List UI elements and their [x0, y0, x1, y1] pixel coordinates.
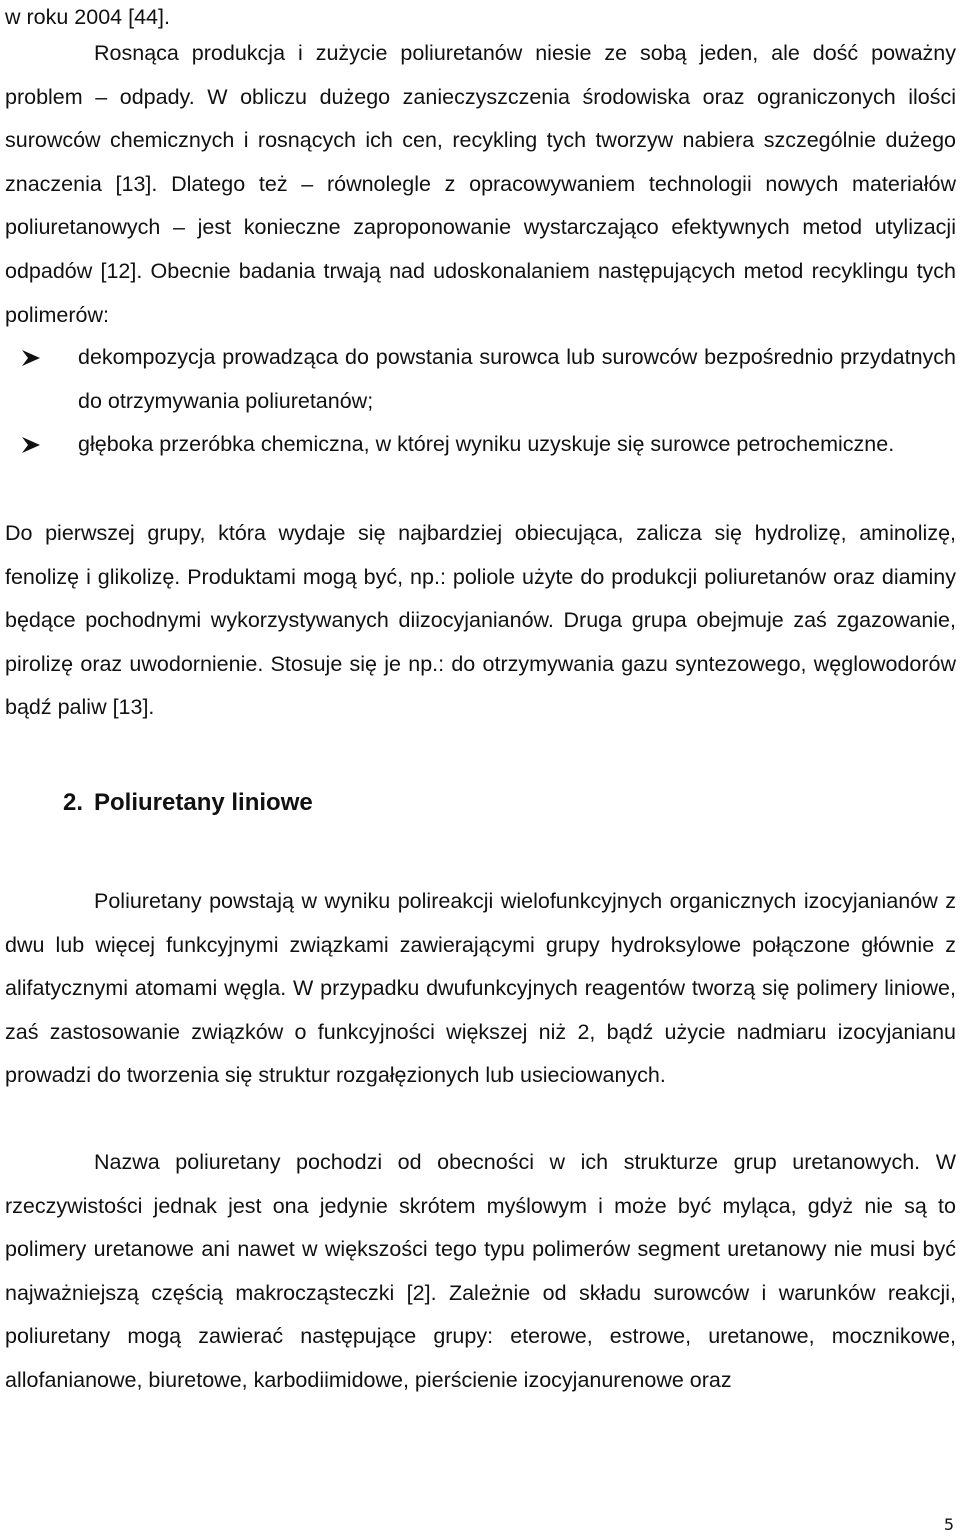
section-heading	[63, 783, 313, 823]
list-item	[5, 423, 956, 467]
paragraph-method-groups: Do pierwszej grupy, która wydaje się najbardziej obiecująca, zalicza się hydrolizę, aminolizę, fenolizę i glikolizę. Produktami mogą być, np.: poliole użyte do produkcji poliuretanów oraz diaminy będące pochodnymi wykorzystywanych diizocyjanianów. Druga grupa obejmuje zaś zgazowanie, pirolizę oraz uwodornienie. Stosuje się je np.: do otrzymywania gazu syntezowego, węglowodorów bądź paliw [13].	[5, 521, 956, 720]
paragraph-polyurethane-formation: Poliuretany powstają w wyniku polireakcji wielofunkcyjnych organicznych izocyjanianów z dwu lub więcej funkcyjnymi związkami zawierającymi grupy hydroksylowe połączone głównie z alifatycznymi atomami węgla. W przypadku dwufunkcyjnych reagentów tworzą się polimery liniowe, zaś zastosowanie związków o funkcyjności większej niż 2, bądź użycie nadmiaru izocyjanianu prowadzi do tworzenia się struktur rozgałęzionych lub usieciowanych.	[5, 889, 956, 1088]
section-title: Poliuretany liniowe	[94, 789, 313, 816]
arrowhead-bullet-icon	[21, 349, 41, 367]
page-number: 5	[943, 1515, 954, 1534]
list-item-text: dekompozycja prowadząca do powstania surowca lub surowców bezpośrednio przydatnych do otrzymywania poliuretanów;	[78, 345, 956, 413]
text-line-continuation: w roku 2004 [44].	[5, 5, 170, 29]
arrowhead-bullet-icon	[21, 436, 41, 454]
paragraph-polyurethane-name: Nazwa poliuretany pochodzi od obecności w ich strukturze grup uretanowych. W rzeczywistości jednak jest ona jedynie skrótem myślowym i może być myląca, gdyż nie są to polimery uretanowe ani nawet w większości tego typu polimerów segment uretanowy nie musi być najważniejszą częścią makrocząsteczki [2]. Zależnie od składu surowców i warunków reakcji, poliuretany mogą zawierać następujące grupy: eterowe, estrowe, uretanowe, mocznikowe, allofanianowe, biuretowe, karbodiimidowe, pierścienie izocyjanurenowe oraz	[5, 1150, 956, 1392]
list-item-text: głęboka przeróbka chemiczna, w której wyniku uzyskuje się surowce petrochemiczne.	[78, 432, 895, 457]
section-number: 2.	[63, 789, 84, 816]
list-item	[5, 336, 956, 423]
recycling-methods-list	[5, 336, 956, 467]
paragraph-waste-problem: Rosnąca produkcja i zużycie poliuretanów niesie ze sobą jeden, ale dość poważny problem – odpady. W obliczu dużego zanieczyszczenia środowiska oraz ograniczonych ilości surowców chemicznych i rosnących ich cen, recykling tych tworzyw nabiera szczególnie dużego znaczenia [13]. Dlatego też – równolegle z opracowywaniem technologii nowych materiałów poliuretanowych – jest konieczne zaproponowanie wystarczająco efektywnych metod utylizacji odpadów [12]. Obecnie badania trwają nad udoskonalaniem następujących metod recyklingu tych polimerów:	[5, 41, 956, 327]
